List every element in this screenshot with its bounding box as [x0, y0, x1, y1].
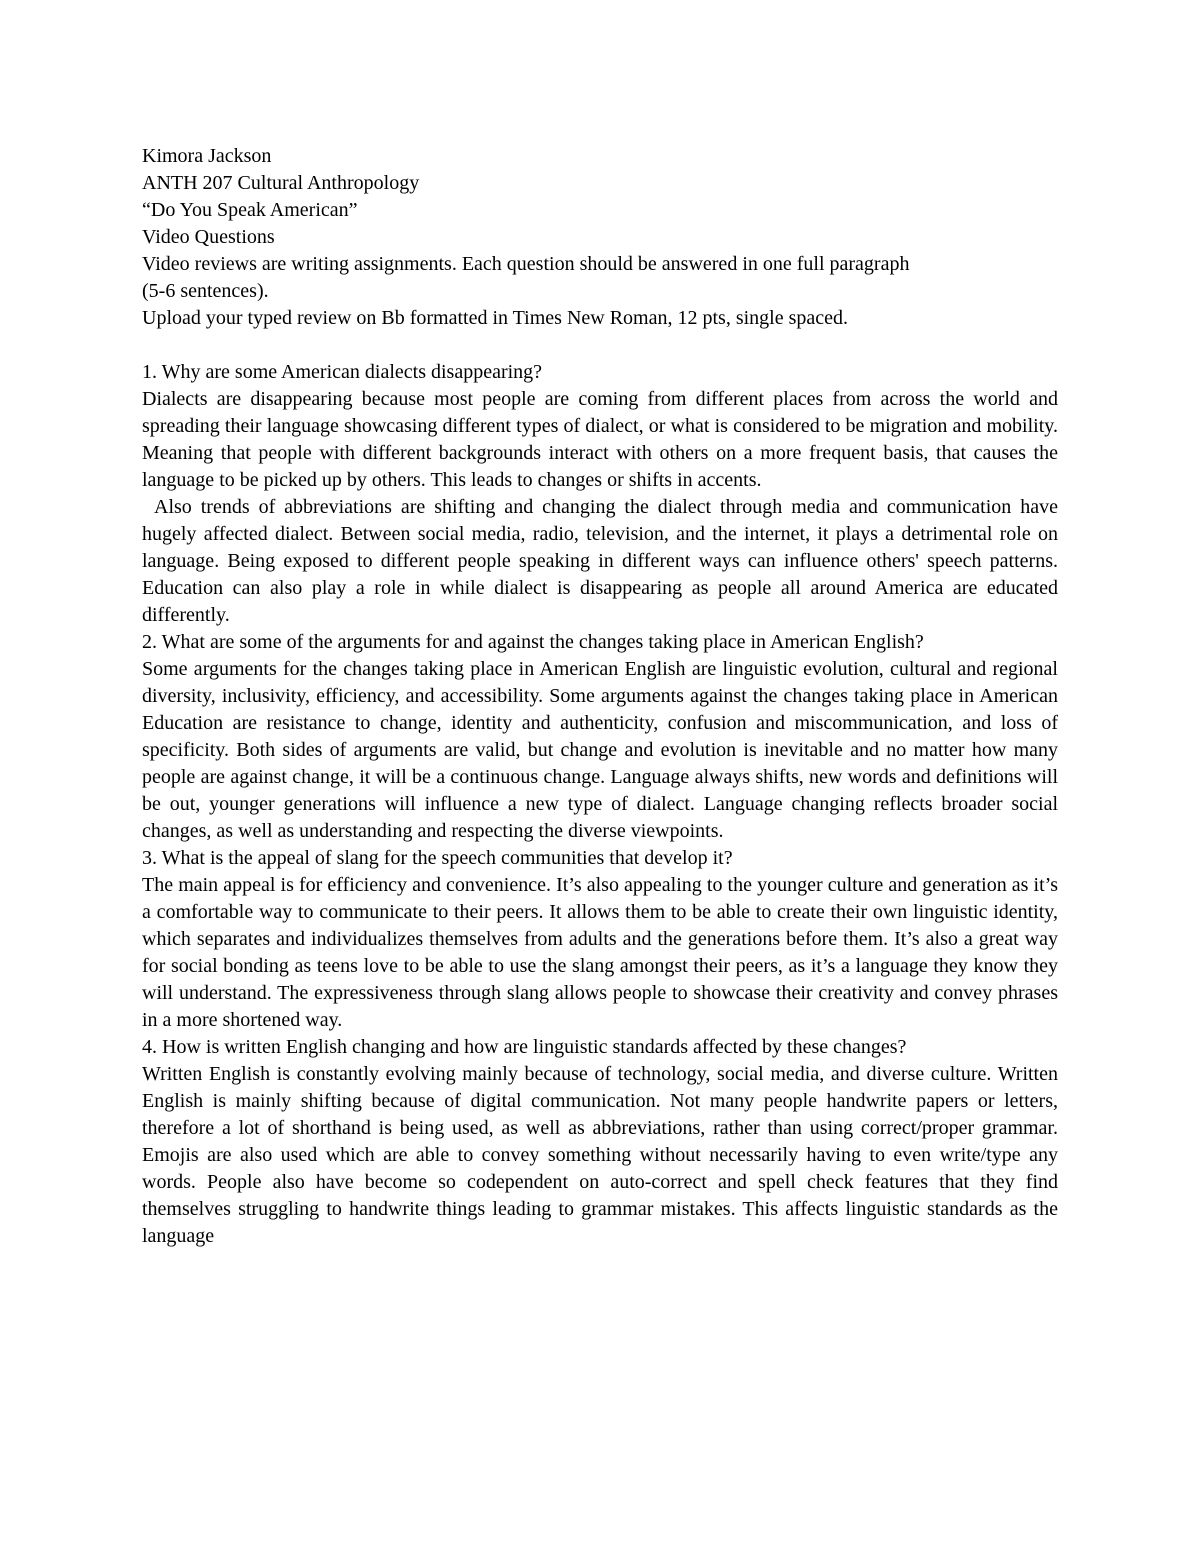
- answer-1-paragraph-2: Also trends of abbreviations are shifting and changing the dialect through media and communication have hugely affected dialect. Between social media, radio, television, and the internet, it plays a detrimental role on language. Being exposed to different people speaking in different ways can influence others' speech patterns. Education can also play a role in while dialect is disappearing as people all around America are educated differently.: [142, 496, 1058, 626]
- answer-4-paragraph-1: Written English is constantly evolving mainly because of technology, social media, and diverse culture. Written English is mainly shifting because of digital communication. Not many people handwrite papers or letters, therefore a lot of shorthand is being used, as well as abbreviations, rather than using correct/proper grammar. Emojis are also used which are able to convey something without necessarily having to even write/type any words. People also have become so codependent on auto-correct and spell check features that they find themselves struggling to handwrite things leading to grammar mistakes. This affects linguistic standards as the language: [142, 1063, 1058, 1247]
- question-3: 3. What is the appeal of slang for the speech communities that develop it?: [142, 847, 733, 869]
- document-body: [142, 143, 1058, 1250]
- instructions-line-2: (5-6 sentences).: [142, 280, 269, 302]
- student-name: Kimora Jackson: [142, 145, 272, 167]
- upload-instructions: Upload your typed review on Bb formatted in Times New Roman, 12 pts, single spaced.: [142, 307, 849, 329]
- course-title: ANTH 207 Cultural Anthropology: [142, 172, 420, 194]
- instructions-line-1: Video reviews are writing assignments. Each question should be answered in one full paragraph: [142, 253, 910, 275]
- video-title: “Do You Speak American”: [142, 199, 358, 221]
- question-1: 1. Why are some American dialects disappearing?: [142, 361, 543, 383]
- question-4: 4. How is written English changing and how are linguistic standards affected by these changes?: [142, 1036, 907, 1058]
- answer-2-paragraph-1: Some arguments for the changes taking place in American English are linguistic evolution, cultural and regional diversity, inclusivity, efficiency, and accessibility. Some arguments against the changes taking place in American Education are resistance to change, identity and authenticity, confusion and miscommunication, and loss of specificity. Both sides of arguments are valid, but change and evolution is inevitable and no matter how many people are against change, it will be a continuous change. Language always shifts, new words and definitions will be out, younger generations will influence a new type of dialect. Language changing reflects broader social changes, as well as understanding and respecting the diverse viewpoints.: [142, 658, 1058, 842]
- assignment-type: Video Questions: [142, 226, 275, 248]
- question-2: 2. What are some of the arguments for and against the changes taking place in American English?: [142, 631, 924, 653]
- answer-3-paragraph-1: The main appeal is for efficiency and convenience. It’s also appealing to the younger culture and generation as it’s a comfortable way to communicate to their peers. It allows them to be able to create their own linguistic identity, which separates and individualizes themselves from adults and the generations before them. It’s also a great way for social bonding as teens love to be able to use the slang amongst their peers, as it’s a language they know they will understand. The expressiveness through slang allows people to showcase their creativity and convey phrases in a more shortened way.: [142, 874, 1058, 1031]
- blank-line: [142, 332, 1058, 359]
- answer-1-paragraph-1: Dialects are disappearing because most people are coming from different places from across the world and spreading their language showcasing different types of dialect, or what is considered to be migration and mobility. Meaning that people with different backgrounds interact with others on a more frequent basis, that causes the language to be picked up by others. This leads to changes or shifts in accents.: [142, 388, 1058, 491]
